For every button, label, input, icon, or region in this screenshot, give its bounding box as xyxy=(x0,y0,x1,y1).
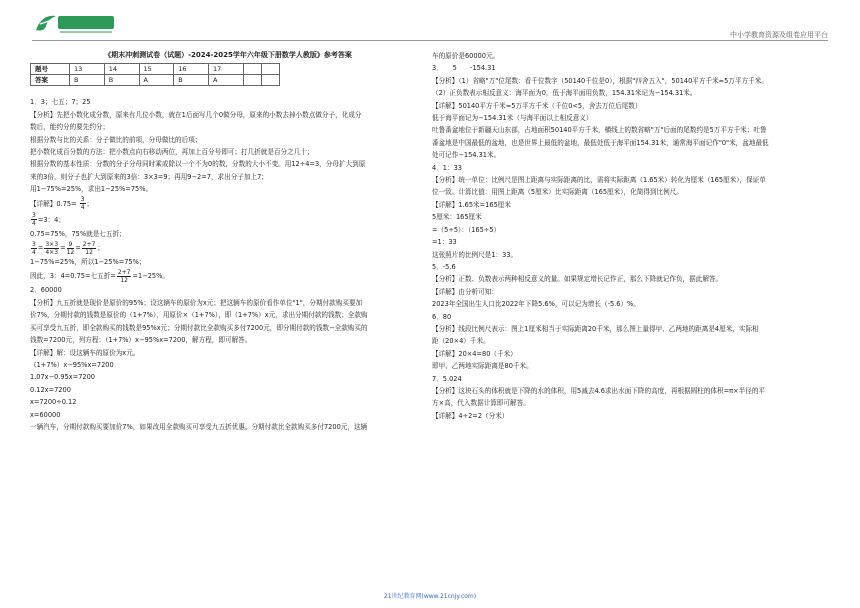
table-cell: 16 xyxy=(174,64,209,75)
table-cell: 答案 xyxy=(31,75,70,86)
text-line: 2．60000 xyxy=(30,286,62,295)
table-cell xyxy=(261,75,279,86)
text-line: 5．-5.6 xyxy=(432,262,456,271)
fraction: $\frac{2+7}{12}$ xyxy=(117,268,131,284)
text-line: =3：4； xyxy=(37,215,65,224)
text-line: 1.07x−0.95x=7200 xyxy=(30,373,95,382)
text-line: 【分析】先把小数化成分数，原来有几位小数，就在1后面写几个0做分母，原来的小数去掉小数点做分子，化成分 xyxy=(30,110,362,119)
fraction: $\frac{3\times 3}{4\times 3}$ xyxy=(45,240,59,256)
text-line: 1．3；七五；7；25 xyxy=(30,98,91,107)
table-cell: 15 xyxy=(139,64,174,75)
text-line: 价7%，分期付款的钱数是原价的（1+7%），用原价×（1+7%），即（1+7%）x元，求出分期付款的钱数；全款购 xyxy=(30,311,368,320)
text-line: 【分析】线段比例尺表示：图上1厘米相当于实际距离20千米，那么图上量得甲、乙两地的距离是4厘米，实际相 xyxy=(432,324,759,333)
text-line: 【详解】4÷2=2（分米） xyxy=(432,411,509,420)
table-cell xyxy=(243,75,261,86)
text-line: 【分析】九五折就是现价是原价的95%；设这辆车的原价为x元；把这辆车的原价看作单位"1"，分期付款购买要加 xyxy=(30,298,363,307)
text-line: 距（20×4）千米。 xyxy=(432,337,490,346)
text-line: 位一致。计算比值：用图上距离（5厘米）比实际距离（165厘米），化简得到比例尺。 xyxy=(432,188,683,197)
text-line: 1−75%=25%，所以1−25%=75%； xyxy=(30,258,146,267)
text-line: 【分析】（1）省略"万"位尾数：看千位数字（50140千位是0），根据"四舍五入"，50140平方千米≈5万平方千米。 xyxy=(432,76,768,85)
text-line: 【详解】由分析可知： xyxy=(432,287,498,296)
table-cell xyxy=(243,64,261,75)
text-line: 【分析】正数、负数表示两种相反意义的量。如果规定增长记作正，那么下降就记作负，据此解答。 xyxy=(432,275,723,284)
text-line: 即甲、乙两地实际距离是80千米。 xyxy=(432,362,533,371)
text-line: 【详解】20×4=80（千米） xyxy=(432,349,517,358)
table-cell xyxy=(261,64,279,75)
table-cell: B xyxy=(174,75,209,86)
fraction: $\frac{3}{4}$ xyxy=(80,196,85,212)
text-line: 根据分数与比的关系：分子做比的前项，分母做比的后项； xyxy=(30,135,202,144)
platform-name: 中小学教育资源及组卷应用平台 xyxy=(730,31,828,39)
text-line: 0.75=75%，75%就是七五折； xyxy=(30,229,126,238)
text-line: 处可记作−154.31米。 xyxy=(432,151,501,160)
table-row xyxy=(31,75,280,86)
table-cell: 13 xyxy=(70,64,105,75)
table-cell: B xyxy=(70,75,105,86)
site-logo xyxy=(32,10,118,36)
text-line: 【详解】1.65米=165厘米 xyxy=(432,200,511,209)
math-line xyxy=(30,212,426,228)
text-line: 6．80 xyxy=(432,312,452,321)
text-line: 【详解】解：设这辆车的原价为x元。 xyxy=(30,348,140,357)
text-line: 因此，3：4=0.75=七五折= xyxy=(30,272,116,281)
text-line: 0.12x=7200 xyxy=(30,385,71,394)
text-line: 用1−75%=25%，求出1−25%=75%。 xyxy=(30,185,153,194)
text-line: 买可享受九五折，即全款购买的钱数是95%x元；分期付款比全款购买多付7200元，即分期付款的钱数−全款购买的 xyxy=(30,323,368,332)
table-cell: 题号 xyxy=(31,64,70,75)
math-line: $\frac{3}{4}$ = $\frac{3\times 3}{4\times 3}$ = $\frac{9}{12}$ = $\frac{2+7}{12}$ ； xyxy=(32,240,104,256)
math-line: 【详解】0.75= $\frac{3}{4}$ ； xyxy=(30,196,94,212)
text-line: 低于海平面记为−154.31米（与海平面以上相反意义） xyxy=(432,114,593,123)
text-line: 3． 5 -154.31 xyxy=(432,64,496,73)
text-line: 把小数化成百分数的方法：把小数点向右移动两位，再加上百分号即可；打几折就是百分之几十； xyxy=(30,148,314,157)
text-line: =（5÷5）：（165÷5） xyxy=(432,225,501,234)
footer-link[interactable]: 21世纪教育网(www.21cnjy.com) xyxy=(383,593,477,600)
text-line: 【详解】50140平方千米≈5万平方千米（千位0<5，舍去万位后尾数） xyxy=(432,101,642,110)
text-line: 这张照片的比例尺是1：33。 xyxy=(432,250,518,259)
text-line: x=60000 xyxy=(30,410,61,419)
text-line: 根据分数的基本性质：分数的分子分母同时乘或除以一个不为0的数，分数的大小不变。用12÷4=3，分母扩大到原 xyxy=(30,160,366,169)
text-line: 车的原价是60000元。 xyxy=(432,52,500,60)
text-line: =1：33 xyxy=(432,238,457,247)
header-divider xyxy=(32,40,828,41)
text-line: 一辆汽车，分期付款购买要加价7%，如果改用全款购买可享受九五折优惠。分期付款比全款购买多付7200元，这辆 xyxy=(30,422,368,431)
math-line xyxy=(30,268,426,284)
text-line: 【分析】这块石头的体积就是下降的水的体积，用5减去4.6求出水面下降的高度，再根据圆柱的体积=π×半径的平 xyxy=(432,386,766,395)
table-cell: 14 xyxy=(104,64,139,75)
table-cell: B xyxy=(104,75,139,86)
fraction: $\frac{2+7}{12}$ xyxy=(82,240,96,256)
text-line: 4．1：33 xyxy=(432,163,462,172)
text-line: =1−25%。 xyxy=(132,272,169,281)
text-line: 【分析】统一单位：比例尺是图上距离与实际距离的比，需将实际距离（1.65米）转化为厘米（165厘米），保证单 xyxy=(432,176,766,185)
answer-table xyxy=(30,63,280,86)
table-cell: A xyxy=(139,75,174,86)
right-column xyxy=(432,50,830,422)
text-line: 吐鲁番盆地位于新疆天山东部，占地面积50140平方千米，横线上的数省略"万"后面的尾数约是5万平方千米；吐鲁 xyxy=(432,126,767,135)
table-cell: A xyxy=(209,75,244,86)
table-cell: 17 xyxy=(209,64,244,75)
fraction: $\frac{3}{4}$ xyxy=(32,212,36,228)
text-line: 来的3倍，则分子也扩大到原来的3倍：3×3=9；再用9−2=7，求出分子加上7； xyxy=(30,172,268,181)
text-line: 钱数=7200元，列方程：（1+7%）x−95%x=7200，解方程，即可解答。 xyxy=(30,336,252,345)
fraction: $\frac{3}{4}$ xyxy=(32,240,36,256)
doc-title: 《期末冲刺测试卷（试题）-2024-2025学年六年级下册数学人教版》参考答案 xyxy=(104,51,352,59)
text-line: 7．5.024 xyxy=(432,374,462,383)
left-column xyxy=(30,46,426,433)
fraction: $\frac{9}{12}$ xyxy=(66,240,75,256)
text-line: 数后，能约分的要先约分； xyxy=(30,123,110,132)
text-line: 5厘米：165厘米 xyxy=(432,213,482,222)
text-line: 【详解】0.75= xyxy=(30,199,77,208)
text-line: x=7200÷0.12 xyxy=(30,398,77,407)
text-line: 方×高，代入数据计算即可解答。 xyxy=(432,399,530,408)
text-line: 番盆地是中国最低的盆地，也是世界上最低的盆地，最低处低于海平面154.31米，通常海平面记作"0"米，盆地最低 xyxy=(432,138,769,147)
text-line: （2）正负数表示相反意义：海平面为0，低于海平面用负数，154.31米记为−154.31米。 xyxy=(432,89,697,98)
table-row xyxy=(31,64,280,75)
text-line: （1+7%）x−95%x=7200 xyxy=(30,360,114,369)
text-line: 2023年全国出生人口比2022年下降5.6%，可以记为增长（-5.6）%。 xyxy=(432,300,640,309)
